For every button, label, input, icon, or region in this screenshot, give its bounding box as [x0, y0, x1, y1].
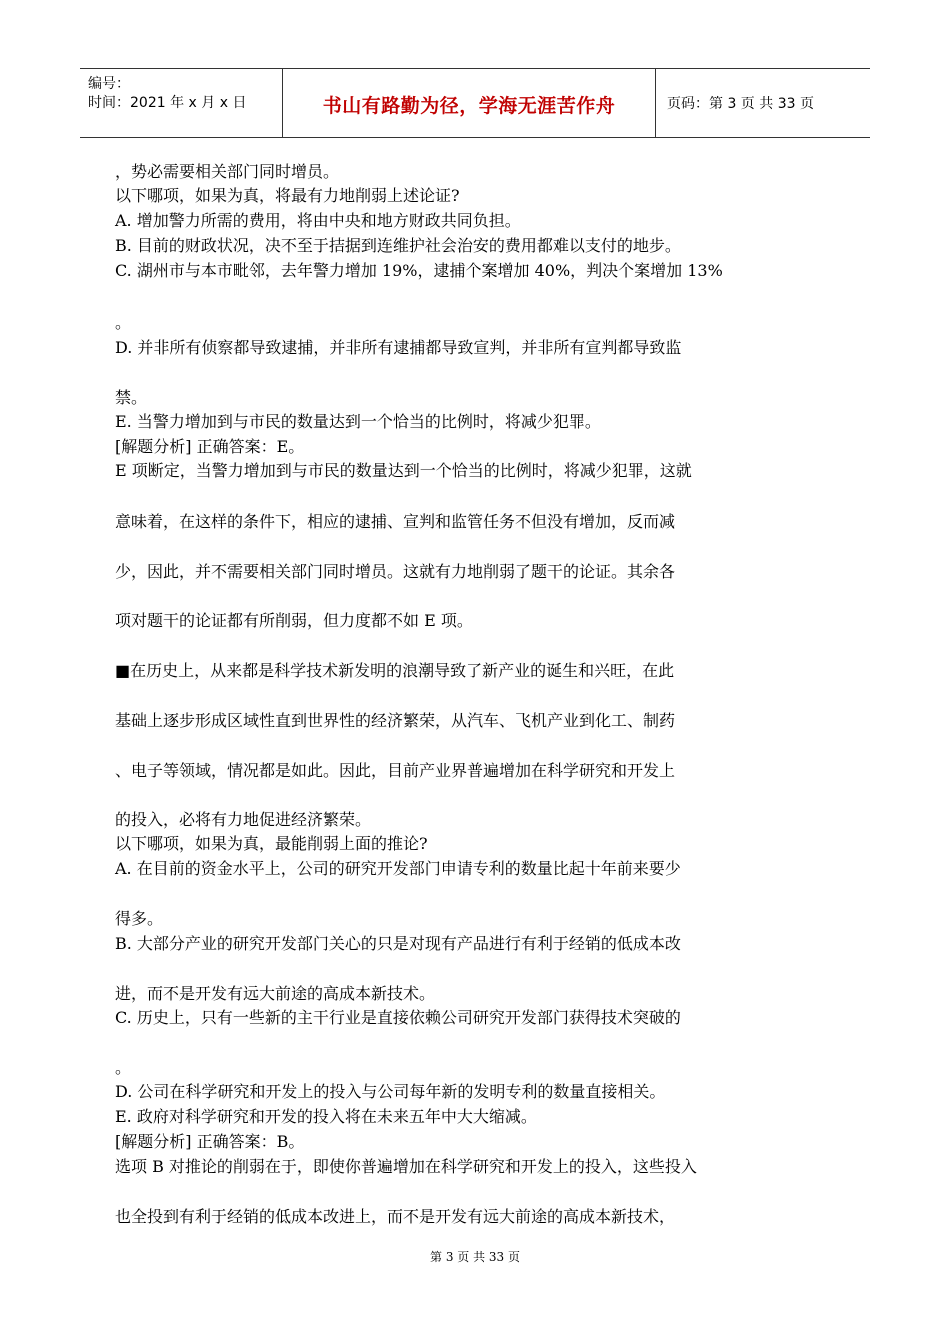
text-line: 也全投到有利于经销的低成本改进上，而不是开发有远大前途的高成本新技术， — [115, 1207, 676, 1226]
text-line: 禁。 — [115, 388, 148, 407]
text-line: C. 湖州市与本市毗邻，去年警力增加 19%，逮捕个案增加 40%，判决个案增加 13% — [115, 261, 723, 280]
text-line: 以下哪项，如果为真，最能削弱上面的推论? — [115, 834, 428, 853]
header-motto: 书山有路勤为径，学海无涯苦作舟 — [322, 95, 616, 117]
page-footer: 第 3 页 共 33 页 — [430, 1250, 520, 1264]
text-line: 意味着，在这样的条件下，相应的逮捕、宣判和监管任务不但没有增加，反而减 — [115, 512, 676, 531]
text-line: 项对题干的论证都有所削弱，但力度都不如 E 项。 — [115, 611, 473, 630]
text-line: C. 历史上，只有一些新的主干行业是直接依赖公司研究开发部门获得技术突破的 — [115, 1008, 681, 1027]
text-line: E. 政府对科学研究和开发的投入将在未来五年中大大缩减。 — [115, 1107, 537, 1126]
header-page-number: 页码：第 3 页 共 33 页 — [667, 96, 814, 112]
text-line: B. 大部分产业的研究开发部门关心的只是对现有产品进行有利于经销的低成本改 — [115, 934, 681, 953]
text-line: 。 — [115, 313, 132, 332]
text-line: A. 增加警力所需的费用，将由中央和地方财政共同负担。 — [115, 211, 521, 230]
text-line: B. 目前的财政状况，决不至于拮据到连维护社会治安的费用都难以支付的地步。 — [115, 236, 681, 255]
text-line: ■在历史上，从来都是科学技术新发明的浪潮导致了新产业的诞生和兴旺，在此 — [115, 661, 675, 680]
text-line: E. 当警力增加到与市民的数量达到一个恰当的比例时，将减少犯罪。 — [115, 412, 601, 431]
text-line: ，势必需要相关部门同时增员。 — [115, 162, 340, 181]
text-line: [解题分析] 正确答案：B。 — [115, 1132, 305, 1151]
text-line: 的投入，必将有力地促进经济繁荣。 — [115, 810, 372, 829]
text-line: E 项断定，当警力增加到与市民的数量达到一个恰当的比例时，将减少犯罪，这就 — [115, 461, 692, 480]
document-number-label: 编号： — [88, 76, 130, 92]
header-motto-cell — [283, 69, 656, 137]
header-page-cell — [657, 69, 870, 137]
text-line: 进，而不是开发有远大前途的高成本新技术。 — [115, 984, 436, 1003]
text-line: 基础上逐步形成区域性直到世界性的经济繁荣，从汽车、飞机产业到化工、制药 — [115, 711, 676, 730]
text-line: 、电子等领域，情况都是如此。因此，目前产业界普遍增加在科学研究和开发上 — [115, 761, 676, 780]
text-line: 。 — [115, 1058, 132, 1077]
document-date-label: 时间：2021 年 x 月 x 日 — [88, 95, 247, 111]
text-line: 得多。 — [115, 909, 164, 928]
text-line: 选项 B 对推论的削弱在于，即使你普遍增加在科学研究和开发上的投入，这些投入 — [115, 1157, 697, 1176]
header-table — [80, 68, 870, 138]
text-line: 以下哪项，如果为真，将最有力地削弱上述论证? — [115, 186, 460, 205]
text-line: D. 并非所有侦察都导致逮捕，并非所有逮捕都导致宣判，并非所有宣判都导致监 — [115, 338, 682, 357]
text-line: [解题分析] 正确答案：E。 — [115, 437, 305, 456]
header-info-cell — [80, 69, 283, 137]
text-line: 少，因此，并不需要相关部门同时增员。这就有力地削弱了题干的论证。其余各 — [115, 562, 676, 581]
text-line: D. 公司在科学研究和开发上的投入与公司每年新的发明专利的数量直接相关。 — [115, 1082, 666, 1101]
text-line: A. 在目前的资金水平上，公司的研究开发部门申请专利的数量比起十年前来要少 — [115, 859, 681, 878]
